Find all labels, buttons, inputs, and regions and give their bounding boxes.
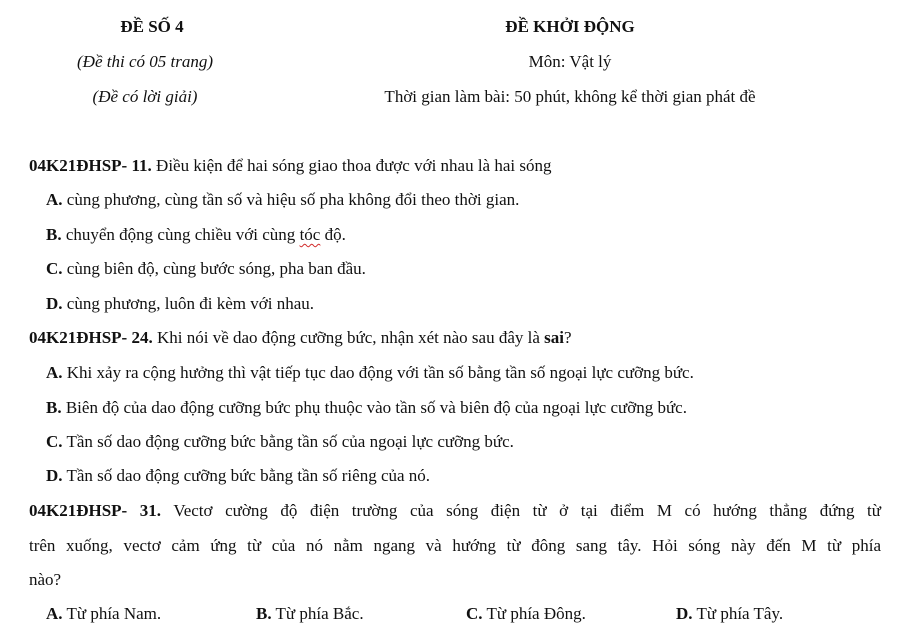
question-code: 04K21ĐHSP- 11. <box>29 156 152 175</box>
option-b: B. Biên độ của dao động cưỡng bức phụ thuộc vào tần số và biên độ của ngoại lực cưỡng bức. <box>46 398 687 417</box>
option-b: B. Từ phía Bắc. <box>256 604 364 623</box>
question-code: 04K21ĐHSP- 24. <box>29 328 153 347</box>
question-stem-end: nào? <box>29 570 62 589</box>
option-c: C. Từ phía Đông. <box>466 604 586 623</box>
pages-note: (Đề thi có 05 trang) <box>77 52 213 71</box>
option-d: D. cùng phương, luôn đi kèm với nhau. <box>46 294 315 313</box>
question-11 <box>29 156 552 176</box>
solution-note: (Đề có lời giải) <box>92 87 198 106</box>
option-a: A. Khi xảy ra cộng hưởng thì vật tiếp tục dao động với tần số bằng tần số ngoại lực cưỡng bức. <box>46 363 694 382</box>
time-line: Thời gian làm bài: 50 phút, không kể thời gian phát đề <box>384 87 756 106</box>
exam-title: ĐỀ KHỞI ĐỘNG <box>505 17 635 36</box>
question-stem-continued: trên xuống, vectơ cảm ứng từ của nó nằm ngang và hướng từ đông sang tây. Hỏi sóng này đến M từ phía <box>29 536 881 555</box>
exam-number: ĐỀ SỐ 4 <box>120 17 184 36</box>
option-a: A. cùng phương, cùng tần số và hiệu số pha không đổi theo thời gian. <box>46 190 520 209</box>
question-24 <box>29 328 572 348</box>
question-code: 04K21ĐHSP- 31. <box>29 501 162 520</box>
option-d: D. Từ phía Tây. <box>676 604 784 623</box>
option-b: B. chuyển động cùng chiều với cùng tóc độ. <box>46 225 346 244</box>
subject-line: Môn: Vật lý <box>528 52 612 71</box>
spellcheck-marked-word: tóc <box>299 225 321 244</box>
option-c: C. cùng biên độ, cùng bước sóng, pha ban đầu. <box>46 259 366 278</box>
option-d: D. Tần số dao động cưỡng bức bằng tần số riêng của nó. <box>46 466 431 485</box>
option-c: C. Tần số dao động cưỡng bức bằng tần số của ngoại lực cưỡng bức. <box>46 432 514 451</box>
question-stem: Khi nói về dao động cưỡng bức, nhận xét nào sau đây là sai? <box>156 328 572 347</box>
option-a: A. Từ phía Nam. <box>46 604 162 623</box>
question-stem: Điều kiện để hai sóng giao thoa được với nhau là hai sóng <box>156 156 552 175</box>
question-31 <box>29 501 881 521</box>
question-stem: Vectơ cường độ điện trường của sóng điện từ ở tại điểm M có hướng thẳng đứng từ <box>173 501 881 520</box>
